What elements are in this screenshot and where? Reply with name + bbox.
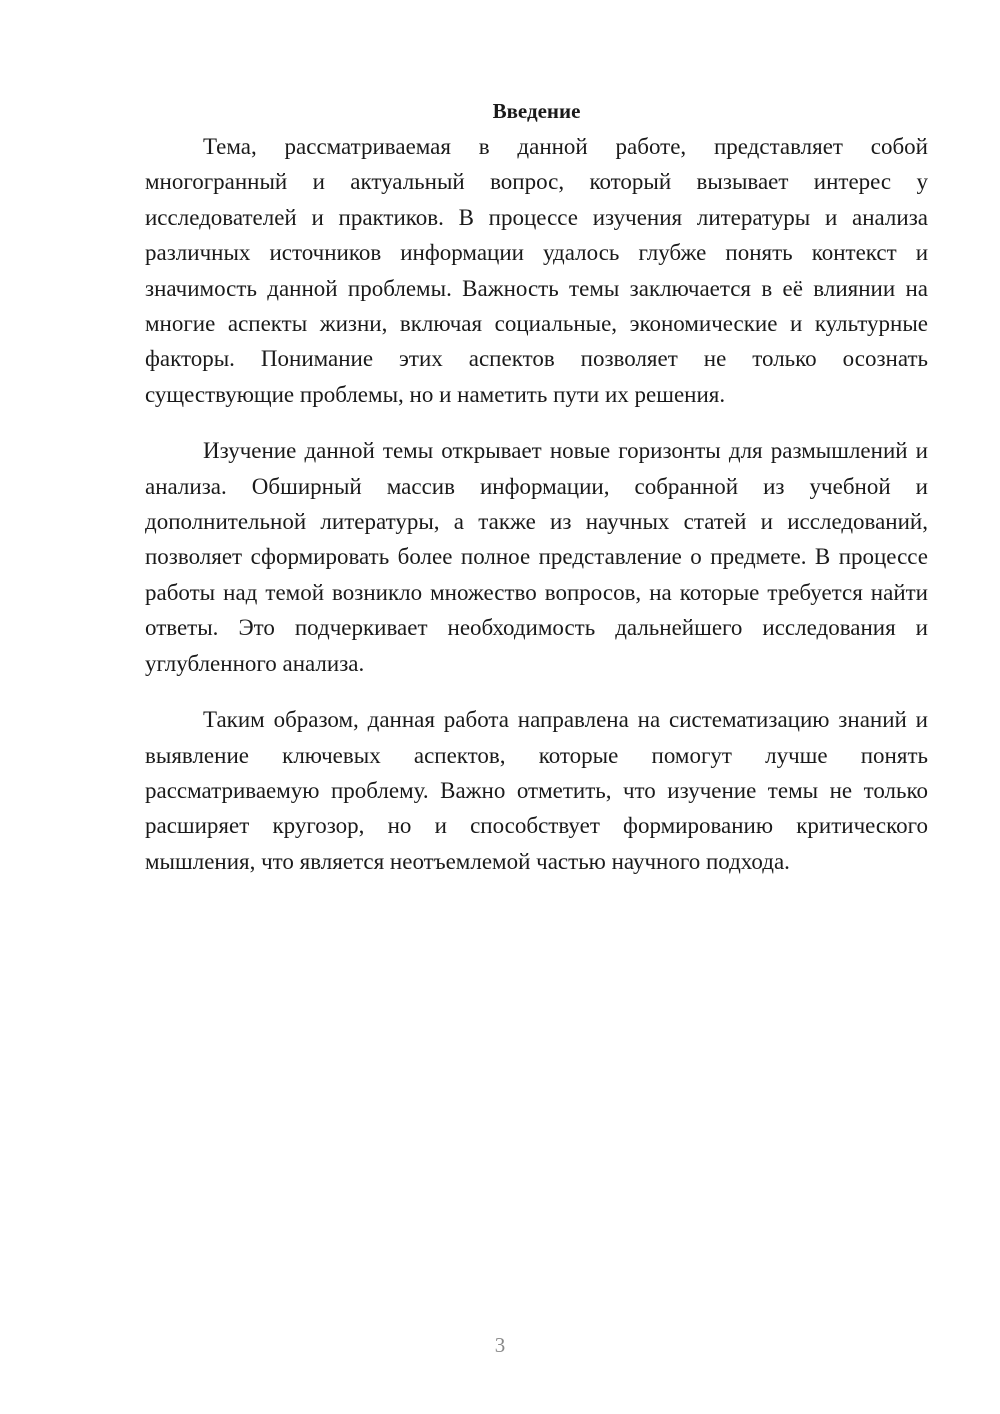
paragraph-2: Изучение данной темы открывает новые горизонты для размышлений и анализа. Обширный массив информации, собранной из учебной и дополнительной литературы, а также из научных статей и исследований, позволяет сформировать более полное представление о предмете. В процессе работы над темой возникло множество вопросов, на которые требуется найти ответы. Это подчеркивает необходимость дальнейшего исследования и углубленного анализа.	[145, 438, 928, 676]
section-heading: Введение	[492, 99, 581, 123]
paragraph-3: Таким образом, данная работа направлена на систематизацию знаний и выявление ключевых аспектов, которые помогут лучше понять рассматриваемую проблему. Важно отметить, что изучение темы не только расширяет кругозор, но и способствует формированию критического мышления, что является неотъемлемой частью научного подхода.	[145, 707, 928, 874]
paragraph-1: Тема, рассматриваемая в данной работе, представляет собой многогранный и актуальный вопрос, который вызывает интерес у исследователей и практиков. В процессе изучения литературы и анализа различных источников информации удалось глубже понять контекст и значимость данной проблемы. Важность темы заключается в её влиянии на многие аспекты жизни, включая социальные, экономические и культурные факторы. Понимание этих аспектов позволяет не только осознать существующие проблемы, но и наметить пути их решения.	[145, 134, 928, 407]
page-content	[145, 93, 928, 900]
page-number: 3	[494, 1333, 506, 1357]
